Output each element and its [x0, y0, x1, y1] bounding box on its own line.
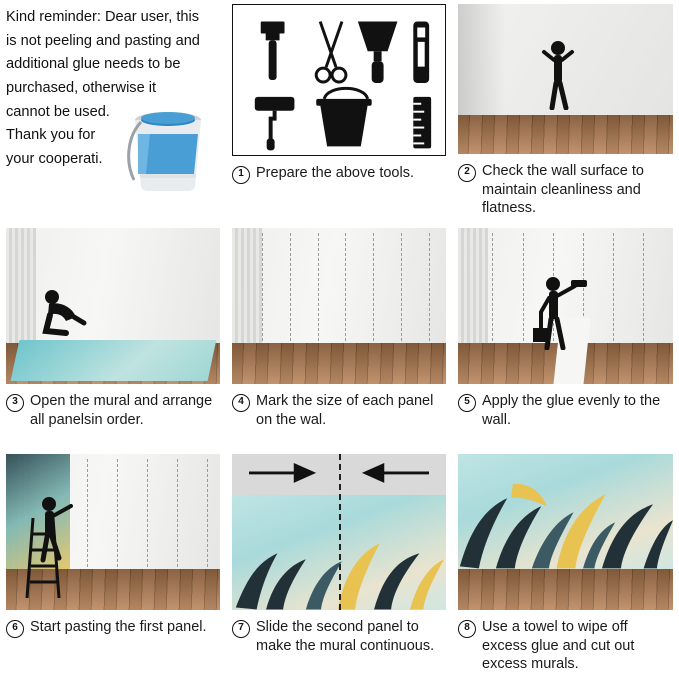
- reminder-cell: [0, 0, 226, 224]
- person-ladder-icon: [19, 482, 85, 602]
- step-text: Check the wall surface to maintain cleanliness and flatness.: [482, 163, 644, 217]
- person-crouching-icon: [36, 287, 90, 339]
- step-8-caption: [458, 618, 673, 674]
- step-5-cell: [452, 224, 679, 450]
- step-6-cell: [0, 450, 226, 681]
- step-3-cell: [0, 224, 226, 450]
- step-4-caption: [232, 392, 446, 429]
- step-1-caption: [232, 164, 446, 184]
- paint-roller-icon: [255, 97, 295, 150]
- arrow-right-icon: [249, 462, 326, 484]
- step-2-cell: [452, 0, 679, 224]
- step-7-caption: [232, 618, 446, 655]
- step-number: 2: [458, 164, 476, 182]
- step-number: 4: [232, 394, 250, 412]
- finished-mural-photo: [458, 454, 673, 610]
- reminder-line: Kind reminder: Dear user, this: [6, 9, 200, 25]
- ruler-icon: [413, 97, 431, 149]
- step-text: Slide the second panel to make the mural continuous.: [256, 619, 435, 654]
- step-text: Start pasting the first panel.: [30, 619, 207, 635]
- utility-knife-icon: [413, 22, 429, 83]
- person-applying-glue-photo: [458, 228, 673, 384]
- reminder-line: purchased, otherwise it: [6, 79, 157, 96]
- reminder-line: Thank you for: [6, 127, 96, 144]
- step-5-caption: [458, 392, 673, 429]
- step-4-cell: [226, 224, 452, 450]
- step-1-cell: [226, 0, 452, 224]
- reminder-line: additional glue needs to be: [6, 56, 181, 73]
- step-text: Open the mural and arrange all panelsin order.: [30, 393, 213, 428]
- step-number: 8: [458, 620, 476, 638]
- arrow-left-icon: [352, 462, 429, 484]
- glue-bucket-icon: [120, 104, 216, 196]
- step-text: Use a towel to wipe off excess glue and cut out excess murals.: [482, 619, 635, 673]
- person-rolling-glue-icon: [531, 272, 591, 350]
- paint-brush-icon: [261, 22, 285, 80]
- scissors-icon: [316, 22, 346, 82]
- person-checking-wall-photo: [458, 4, 673, 154]
- step-number: 7: [232, 620, 250, 638]
- tools-illustration: [232, 4, 446, 156]
- step-7-cell: [226, 450, 452, 681]
- tools-svg: [233, 5, 445, 155]
- panel-guide-lines: [232, 228, 446, 343]
- person-figure-icon: [540, 40, 576, 110]
- reminder-text-block: [6, 4, 220, 208]
- step-text: Prepare the above tools.: [256, 165, 414, 181]
- step-6-caption: [6, 618, 220, 638]
- step-2-caption: [458, 162, 673, 218]
- step-text: Mark the size of each panel on the wal.: [256, 393, 434, 428]
- bucket-icon: [316, 88, 371, 146]
- person-on-ladder-pasting-photo: [6, 454, 220, 610]
- putty-knife-icon: [358, 22, 398, 83]
- reminder-line: your cooperati.: [6, 150, 103, 167]
- step-8-cell: [452, 450, 679, 681]
- step-text: Apply the glue evenly to the wall.: [482, 393, 661, 428]
- step-number: 5: [458, 394, 476, 412]
- panel-seam-line: [339, 454, 341, 610]
- step-number: 3: [6, 394, 24, 412]
- step-3-caption: [6, 392, 220, 429]
- sliding-panels-photo: [232, 454, 446, 610]
- reminder-line: is not peeling and pasting and: [6, 32, 200, 49]
- person-unrolling-mural-photo: [6, 228, 220, 384]
- step-number: 6: [6, 620, 24, 638]
- wall-with-marked-panels-photo: [232, 228, 446, 384]
- step-number: 1: [232, 166, 250, 184]
- reminder-line: cannot be used.: [6, 103, 110, 120]
